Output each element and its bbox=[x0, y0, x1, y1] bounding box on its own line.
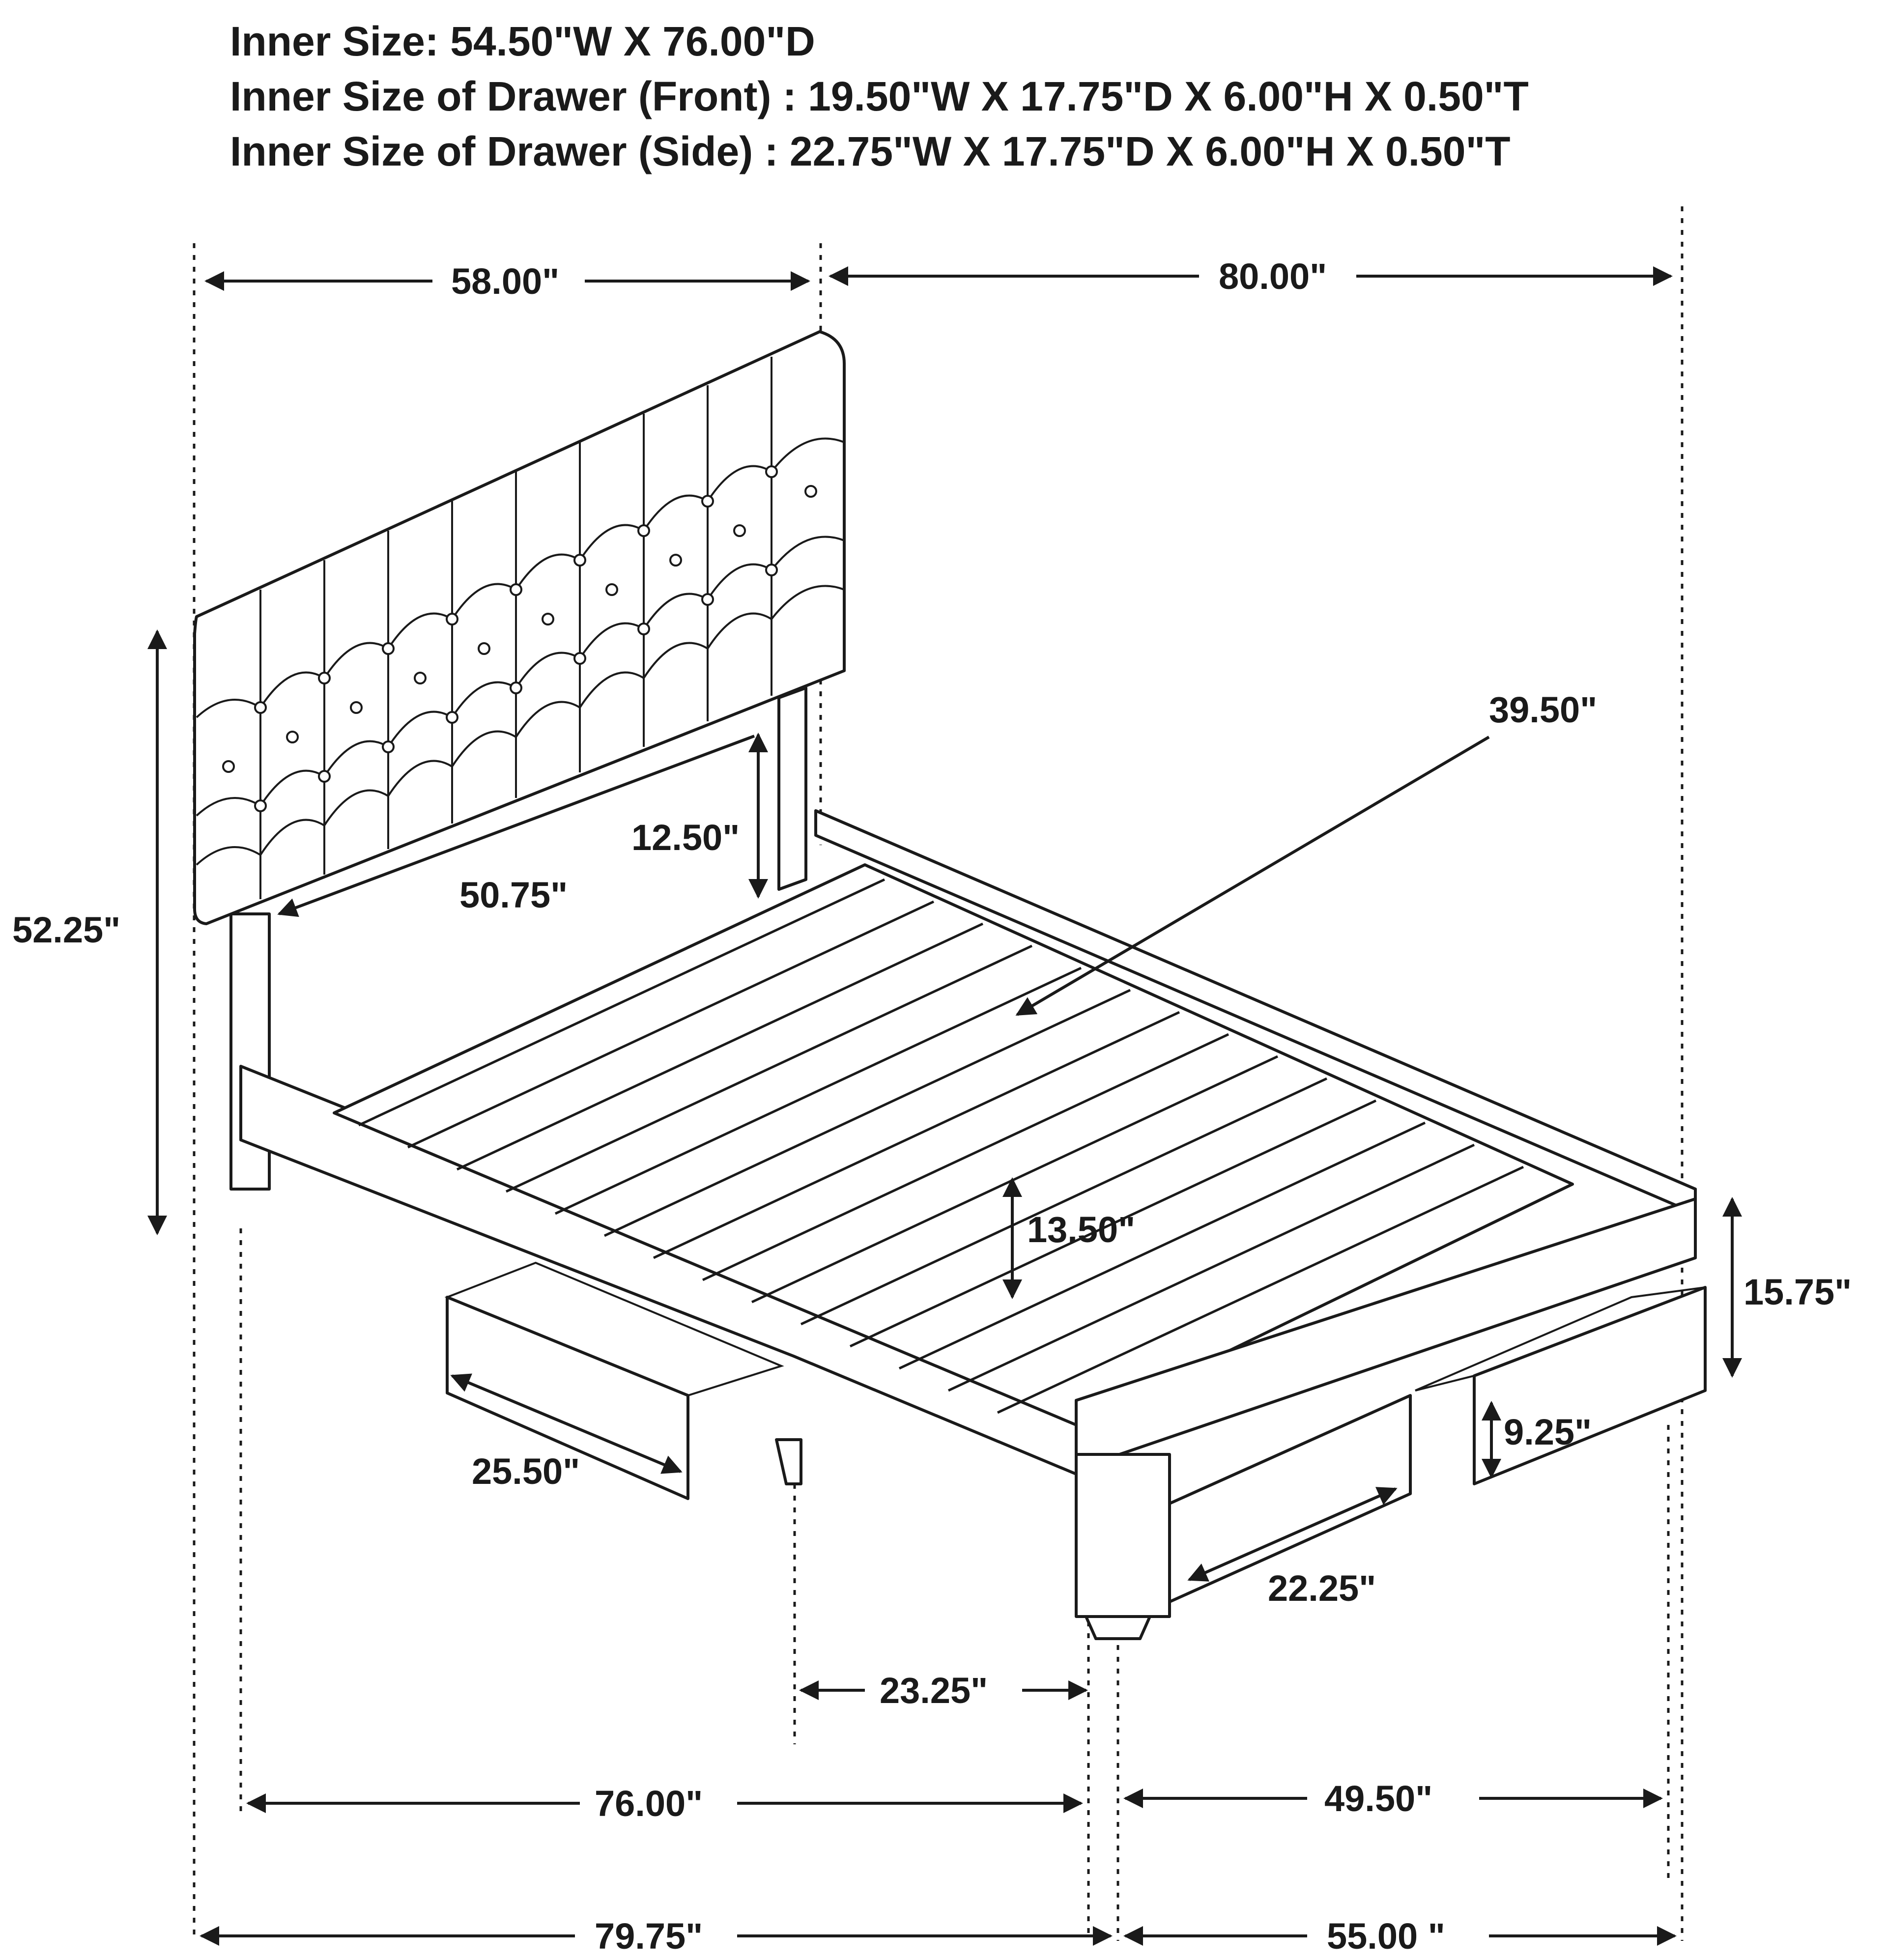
headboard-right-post bbox=[779, 688, 806, 889]
middle-leg bbox=[776, 1440, 801, 1484]
dim-bed-length-top: 80.00" bbox=[1219, 256, 1327, 297]
dim-overall-length: 79.75" bbox=[595, 1916, 703, 1957]
bed-illustration bbox=[195, 332, 1705, 1639]
front-leg bbox=[1086, 1617, 1150, 1639]
dim-front-drawer-width: 22.25" bbox=[1268, 1568, 1376, 1609]
dim-headboard-inner-width: 50.75" bbox=[459, 875, 568, 915]
dim-leg-spacing: 23.25" bbox=[880, 1670, 988, 1711]
headboard-panel bbox=[195, 332, 844, 924]
dim-side-drawer-depth: 25.50" bbox=[472, 1451, 580, 1492]
dim-front-inner-width: 49.50" bbox=[1324, 1778, 1433, 1819]
dim-overall-width: 55.00 " bbox=[1327, 1916, 1445, 1957]
dim-slat-length: 39.50" bbox=[1489, 689, 1598, 730]
dim-front-drawer-height: 9.25" bbox=[1504, 1412, 1592, 1452]
dim-footboard-height: 15.75" bbox=[1744, 1272, 1852, 1312]
drawer-front-spec: Inner Size of Drawer (Front) : 19.50"W X 17.75"D X 6.00"H X 0.50"T bbox=[230, 73, 1529, 119]
footboard-front bbox=[1076, 1454, 1170, 1617]
inner-size-spec: Inner Size: 54.50"W X 76.00"D bbox=[230, 18, 815, 64]
dim-headboard-width: 58.00" bbox=[451, 261, 560, 302]
dim-side-length: 76.00" bbox=[595, 1783, 703, 1824]
dim-headboard-clearance: 12.50" bbox=[631, 817, 740, 858]
drawer-side-spec: Inner Size of Drawer (Side) : 22.75"W X 17.75"D X 6.00"H X 0.50"T bbox=[230, 128, 1511, 174]
dim-total-height: 52.25" bbox=[12, 909, 121, 950]
dim-rail-height: 13.50" bbox=[1027, 1209, 1136, 1250]
